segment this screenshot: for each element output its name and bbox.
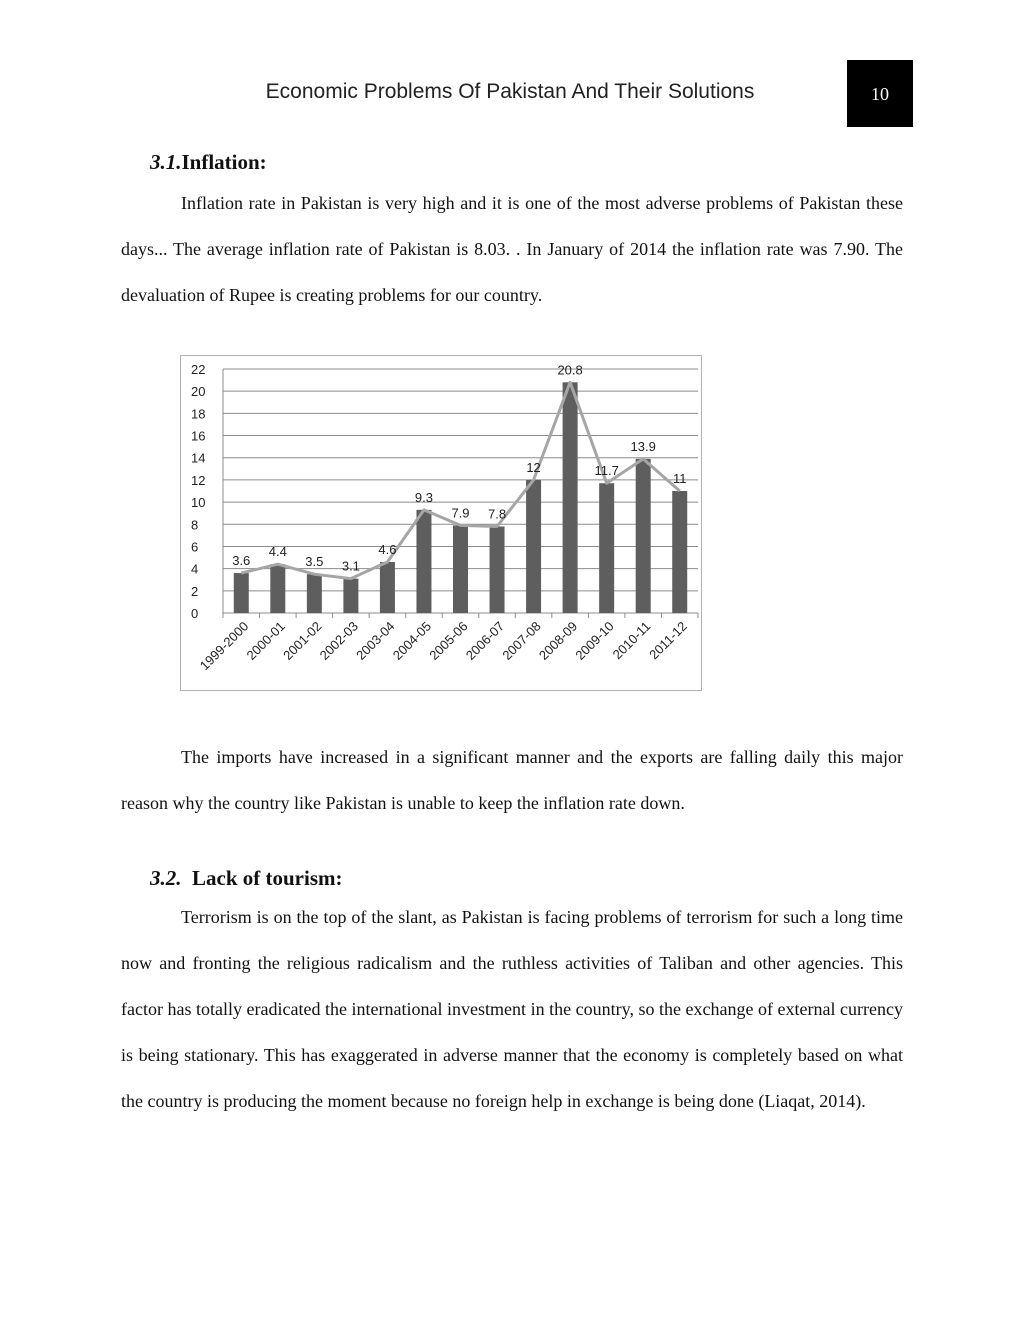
data-label: 7.9 <box>451 505 470 521</box>
x-tick-label: 2011-12 <box>646 618 690 663</box>
bar <box>636 459 651 613</box>
section-number: 3.2. <box>150 866 182 890</box>
paragraph-tourism: Terrorism is on the top of the slant, as Pakistan is facing problems of terrorism for such a long time now and fronting the religious radicalism and the ruthless activities of Taliban and other agencies. This factor has totally eradicated the international investment in the country, so the exchange of external currency is being stationary. This has exaggerated in adverse manner that the economy is completely based on what the country is producing the moment because no foreign help in exchange is being done (Liaqat, 2014). <box>121 907 903 1111</box>
x-tick-label: 2002-03 <box>316 618 362 663</box>
data-label: 3.6 <box>232 553 251 569</box>
y-tick-label: 4 <box>191 561 199 577</box>
y-tick-label: 14 <box>191 450 206 466</box>
data-label: 20.8 <box>557 362 583 378</box>
y-tick-label: 6 <box>191 539 199 555</box>
x-tick-label: 2004-05 <box>389 618 435 663</box>
data-label: 11 <box>672 471 687 486</box>
bar <box>453 525 468 613</box>
bar <box>270 564 285 613</box>
y-tick-label: 20 <box>191 384 206 400</box>
section-number: 3.1. <box>150 150 182 174</box>
bar <box>307 574 322 613</box>
y-tick-label: 10 <box>191 495 206 511</box>
bar <box>343 579 358 613</box>
data-label: 13.9 <box>630 438 656 454</box>
bar <box>526 480 541 613</box>
y-tick-label: 8 <box>191 517 199 533</box>
x-tick-label: 2001-02 <box>280 618 325 663</box>
data-label: 4.4 <box>268 544 287 560</box>
bar <box>416 510 431 613</box>
section-heading-inflation <box>150 150 267 175</box>
paragraph-inflation-intro: Inflation rate in Pakistan is very high and it is one of the most adverse problems of Pakistan these days... The average inflation rate of Pakistan is 8.03. . In January of 2014 the inflation rate was 7.90. The devaluation of Rupee is creating problems for our country. <box>121 193 903 305</box>
x-tick-label: 2005-06 <box>426 618 471 663</box>
y-tick-label: 2 <box>191 583 199 599</box>
y-tick-label: 0 <box>191 606 199 621</box>
bar <box>490 526 505 613</box>
data-label: 12 <box>526 459 541 475</box>
data-label: 3.1 <box>341 558 360 574</box>
section-title: Inflation: <box>181 150 267 174</box>
data-label: 11.7 <box>594 463 619 479</box>
page-header-title: Economic Problems Of Pakistan And Their Solutions <box>265 80 755 103</box>
y-tick-label: 18 <box>191 406 206 422</box>
inflation-chart-svg <box>181 356 703 692</box>
bar <box>672 491 687 613</box>
paragraph-imports-exports: The imports have increased in a significant manner and the exports are falling daily this major reason why the country like Pakistan is unable to keep the inflation rate down. <box>121 747 903 813</box>
data-label: 7.8 <box>487 506 507 522</box>
x-tick-label: 2007-08 <box>499 618 544 663</box>
bar <box>563 382 578 613</box>
y-tick-label: 12 <box>191 472 206 488</box>
section-title: Lack of tourism: <box>192 866 343 890</box>
x-tick-label: 2010-11 <box>609 618 654 663</box>
data-label: 4.6 <box>378 541 397 557</box>
x-tick-label: 2009-10 <box>572 618 617 663</box>
bar <box>599 483 614 613</box>
x-tick-label: 2003-04 <box>353 618 398 663</box>
page-number-badge: 10 <box>847 60 913 127</box>
section-heading-tourism <box>150 866 343 891</box>
inflation-chart <box>180 355 702 691</box>
x-tick-label: 2008-09 <box>535 618 581 663</box>
bar <box>234 573 249 613</box>
data-label: 9.3 <box>414 489 434 505</box>
x-tick-label: 2006-07 <box>462 618 508 663</box>
y-tick-label: 16 <box>191 428 206 444</box>
data-label: 3.5 <box>305 554 324 570</box>
x-tick-label: 1999-2000 <box>196 618 252 674</box>
y-tick-label: 22 <box>191 362 206 377</box>
x-tick-label: 2000-01 <box>243 618 288 663</box>
bar <box>380 562 395 613</box>
